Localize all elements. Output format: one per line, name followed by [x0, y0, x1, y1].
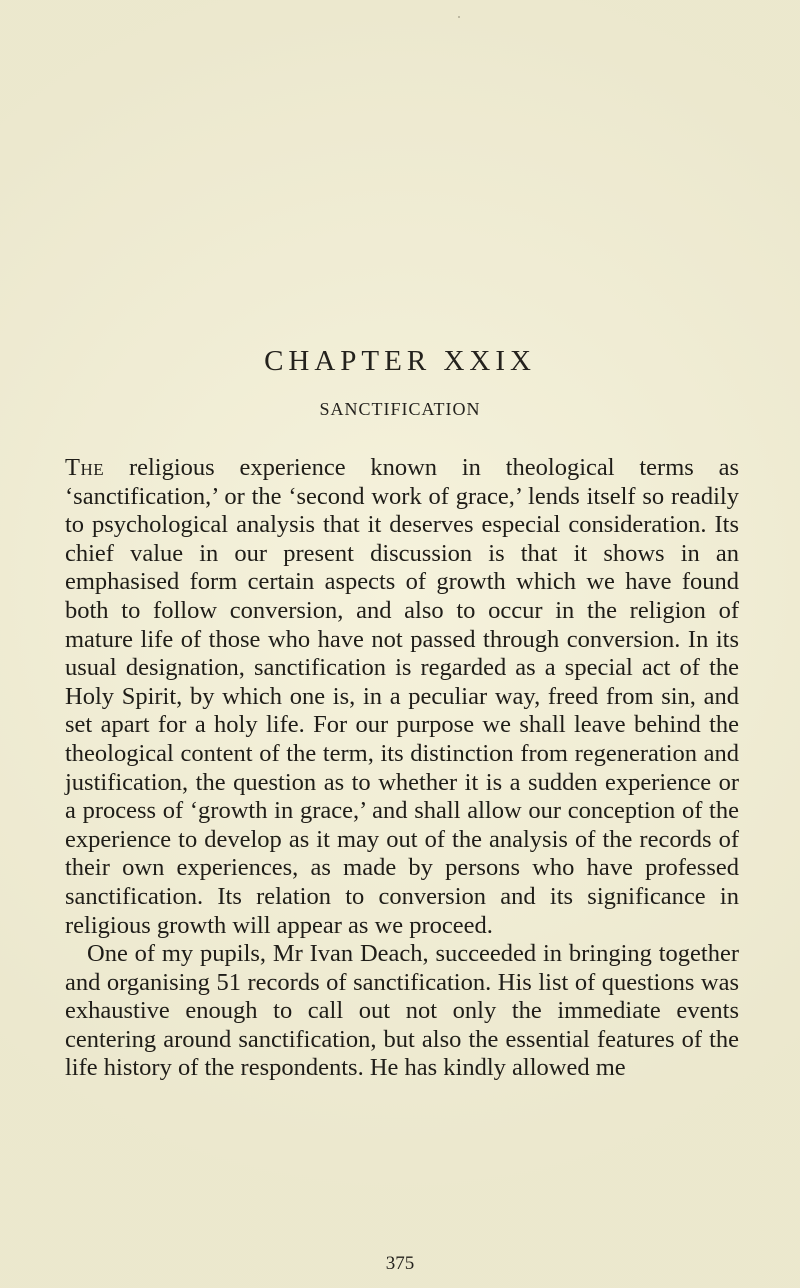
paragraph: One of my pupils, Mr Ivan Deach, succeeded in bringing together and organising 51 records of sanctification. His list of questions was exhaustive enough to call out not only the immediate events centering around sanctification, but also the essential features of the life history of the respondents. He has kindly allowed me: [65, 940, 739, 1082]
paragraph: [65, 454, 739, 940]
chapter-heading: CHAPTER XXIX: [264, 345, 536, 377]
chapter-title: SANCTIFICATION: [319, 399, 481, 419]
page-number: 375: [385, 1253, 415, 1274]
paper-speck: [458, 16, 460, 18]
body-text: [65, 454, 739, 1083]
paragraph-text: religious experience known in theological terms as ‘sanctification,’ or the ‘second work of grace,’ lends itself so readily to psychological analysis that it deserves especial consideration. Its chief value in our present discussion is that it shows in an emphasised form certain aspects of growth which we have found both to follow conversion, and also to occur in the religion of mature life of those who have not passed through conversion. In its usual designation, sanctification is regarded as a special act of the Holy Spirit, by which one is, in a peculiar way, freed from sin, and set apart for a holy life. For our purpose we shall leave behind the theological content of the term, its distinction from regeneration and justification, the question as to whether it is a sudden experience or a process of ‘growth in grace,’ and shall allow our conception of the experience to develop as it may out of the analysis of the records of their own experiences, as made by persons who have professed sanctification. Its relation to conversion and its significance in religious growth will appear as we proceed.: [65, 454, 739, 939]
opening-word: The: [65, 454, 105, 481]
